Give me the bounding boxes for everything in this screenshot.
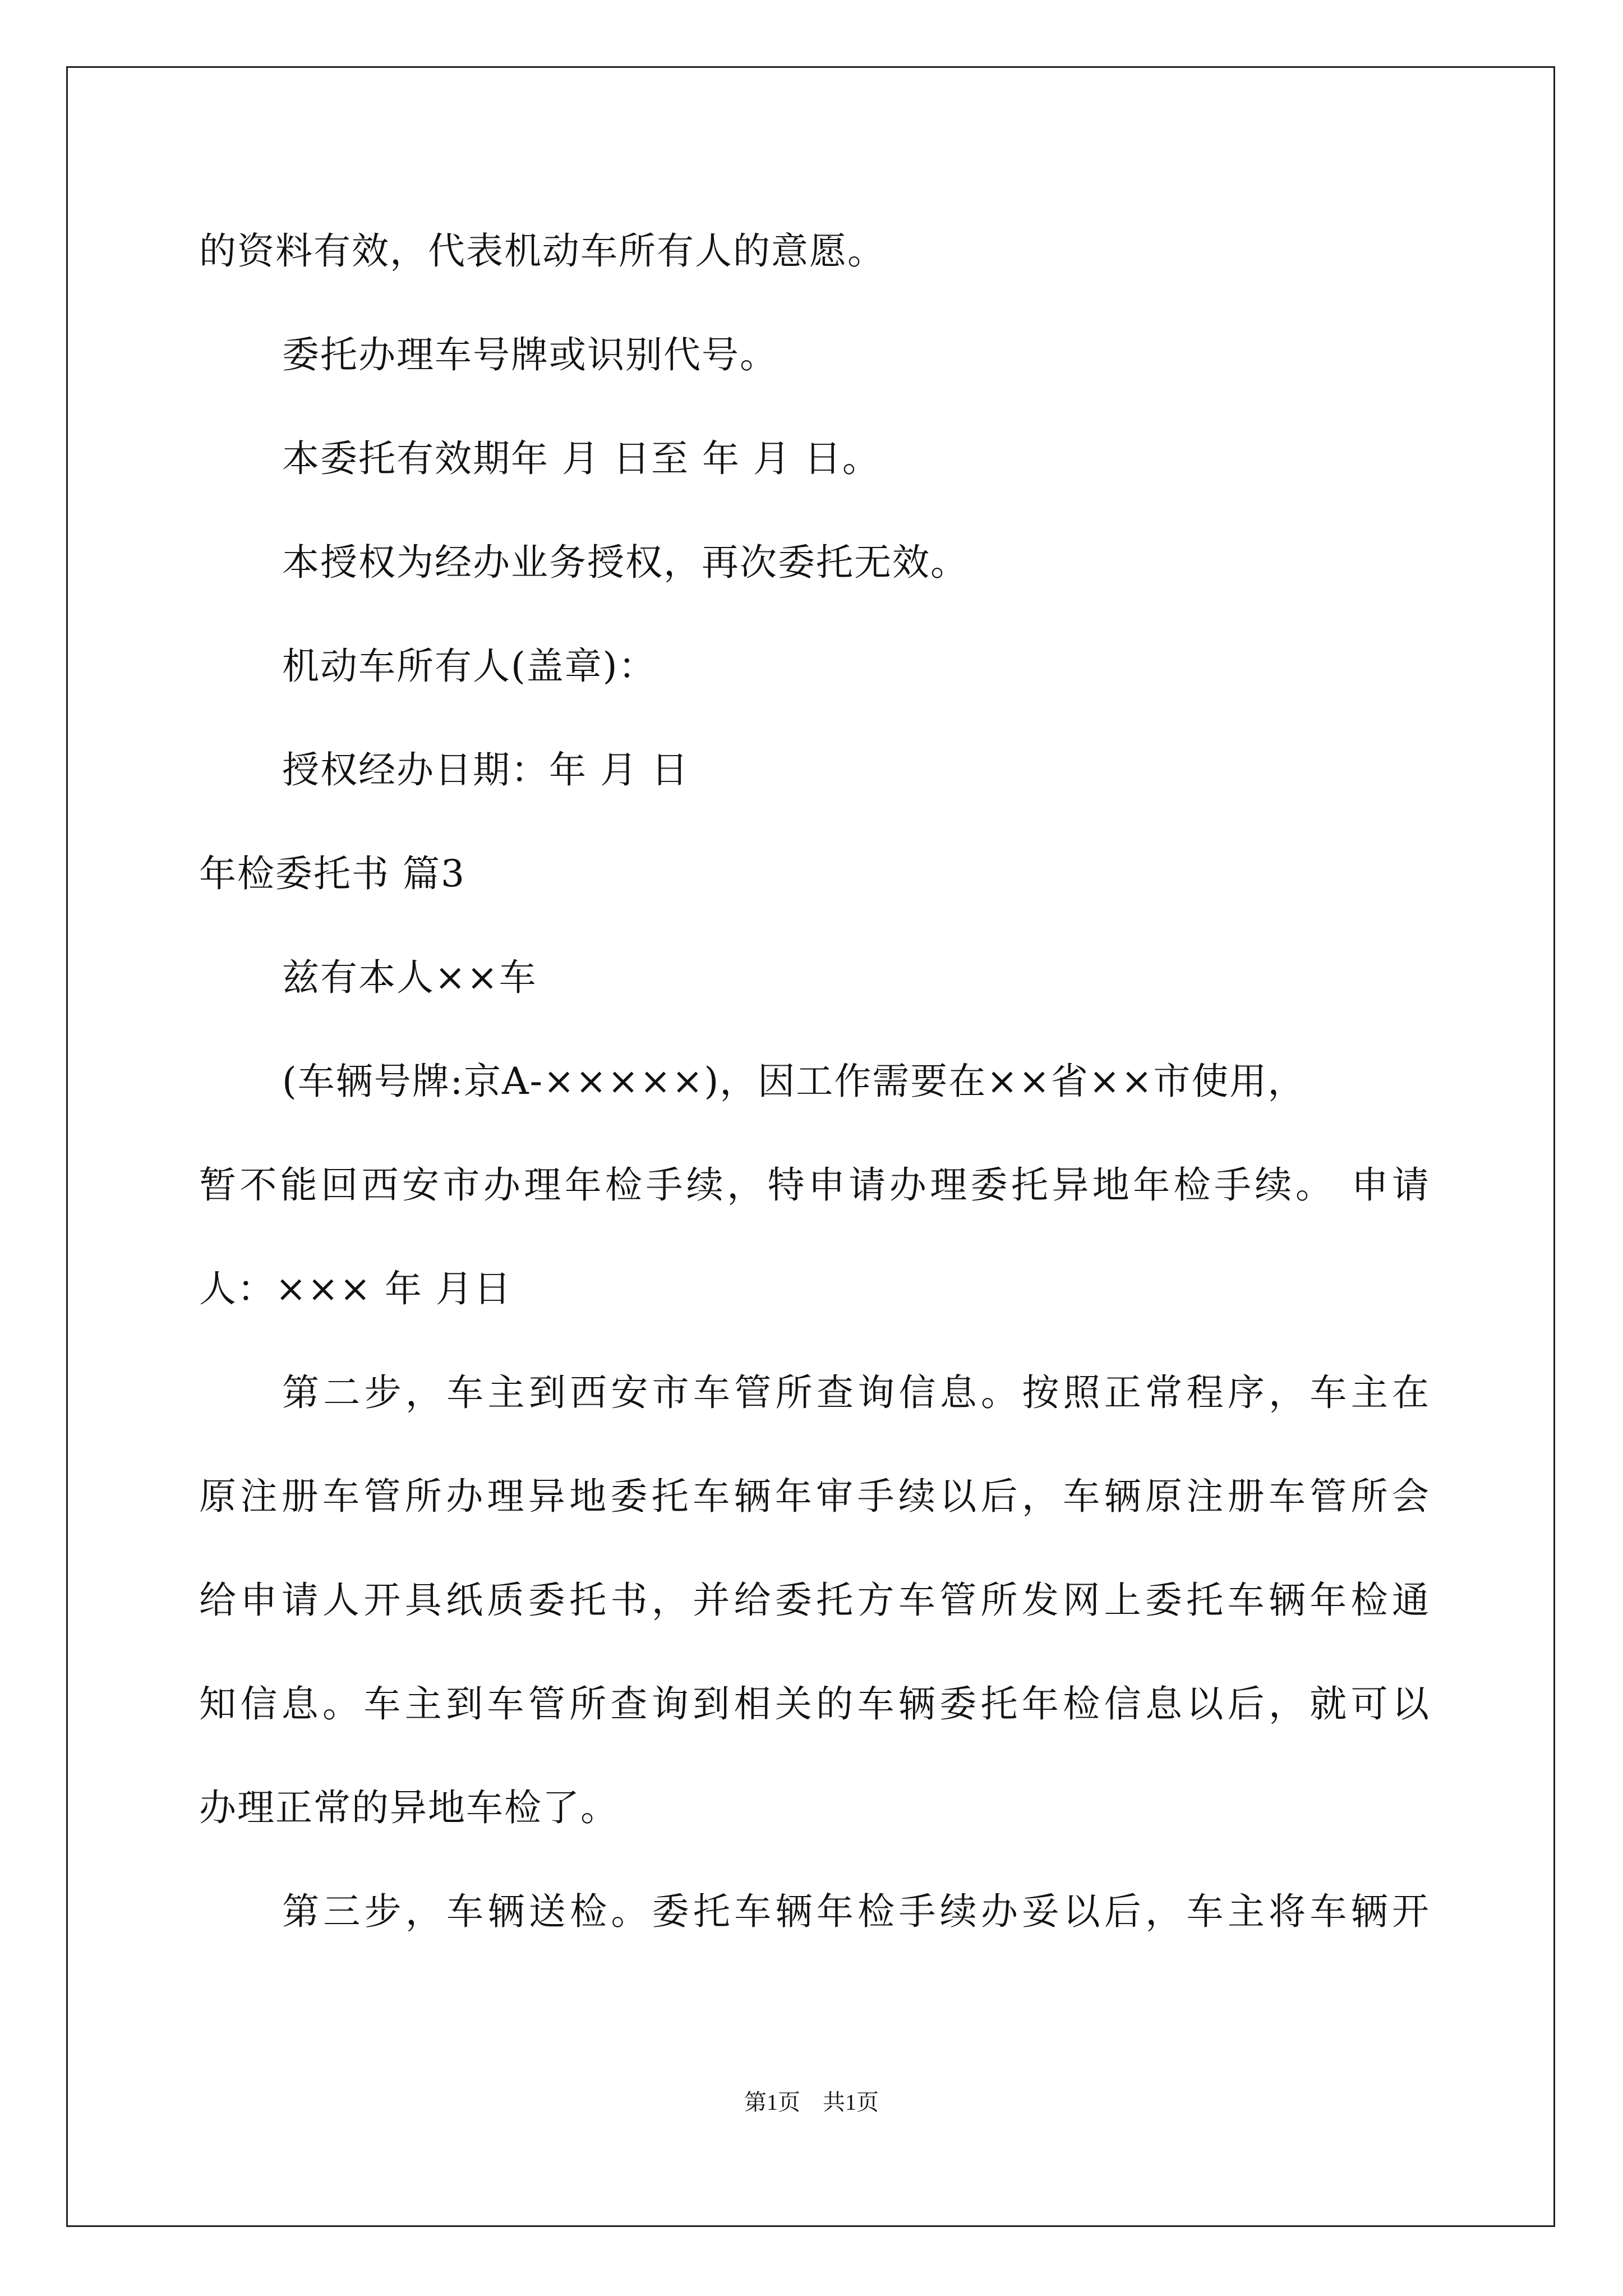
page-number: 第1页 共1页: [744, 2090, 879, 2115]
section-heading: 年检委托书 篇3: [199, 852, 465, 895]
paragraph-line: 第二步，车主到西安市车管所查询信息。按照正常程序，车主在: [282, 1371, 1430, 1414]
paragraph-line: 第三步，车辆送检。委托车辆年检手续办妥以后，车主将车辆开: [282, 1890, 1430, 1933]
paragraph-line: 委托办理车号牌或识别代号。: [282, 333, 778, 376]
paragraph-line: 办理正常的异地车检了。: [199, 1786, 619, 1829]
paragraph-line: 给申请人开具纸质委托书，并给委托方车管所发网上委托车辆年检通: [199, 1579, 1430, 1622]
paragraph-line: 人：××× 年 月日: [199, 1267, 512, 1310]
paragraph-line: 的资料有效，代表机动车所有人的意愿。: [199, 229, 886, 273]
paragraph-line: (车辆号牌:京A-×××××)，因工作需要在××省××市使用，: [282, 1060, 1306, 1103]
paragraph-line: 暂不能回西安市办理年检手续，特申请办理委托异地年检手续。 申请: [199, 1163, 1430, 1207]
paragraph-line: 原注册车管所办理异地委托车辆年审手续以后，车辆原注册车管所会: [199, 1475, 1430, 1518]
paragraph-line: 本委托有效期年 月 日至 年 月 日。: [282, 437, 880, 480]
paragraph-line: 授权经办日期：年 月 日: [282, 748, 689, 792]
paragraph-line: 知信息。车主到车管所查询到相关的车辆委托年检信息以后，就可以: [199, 1682, 1430, 1726]
paragraph-line: 机动车所有人(盖章)：: [282, 645, 657, 688]
paragraph-line: 兹有本人××车: [282, 956, 537, 999]
paragraph-line: 本授权为经办业务授权，再次委托无效。: [282, 541, 969, 584]
